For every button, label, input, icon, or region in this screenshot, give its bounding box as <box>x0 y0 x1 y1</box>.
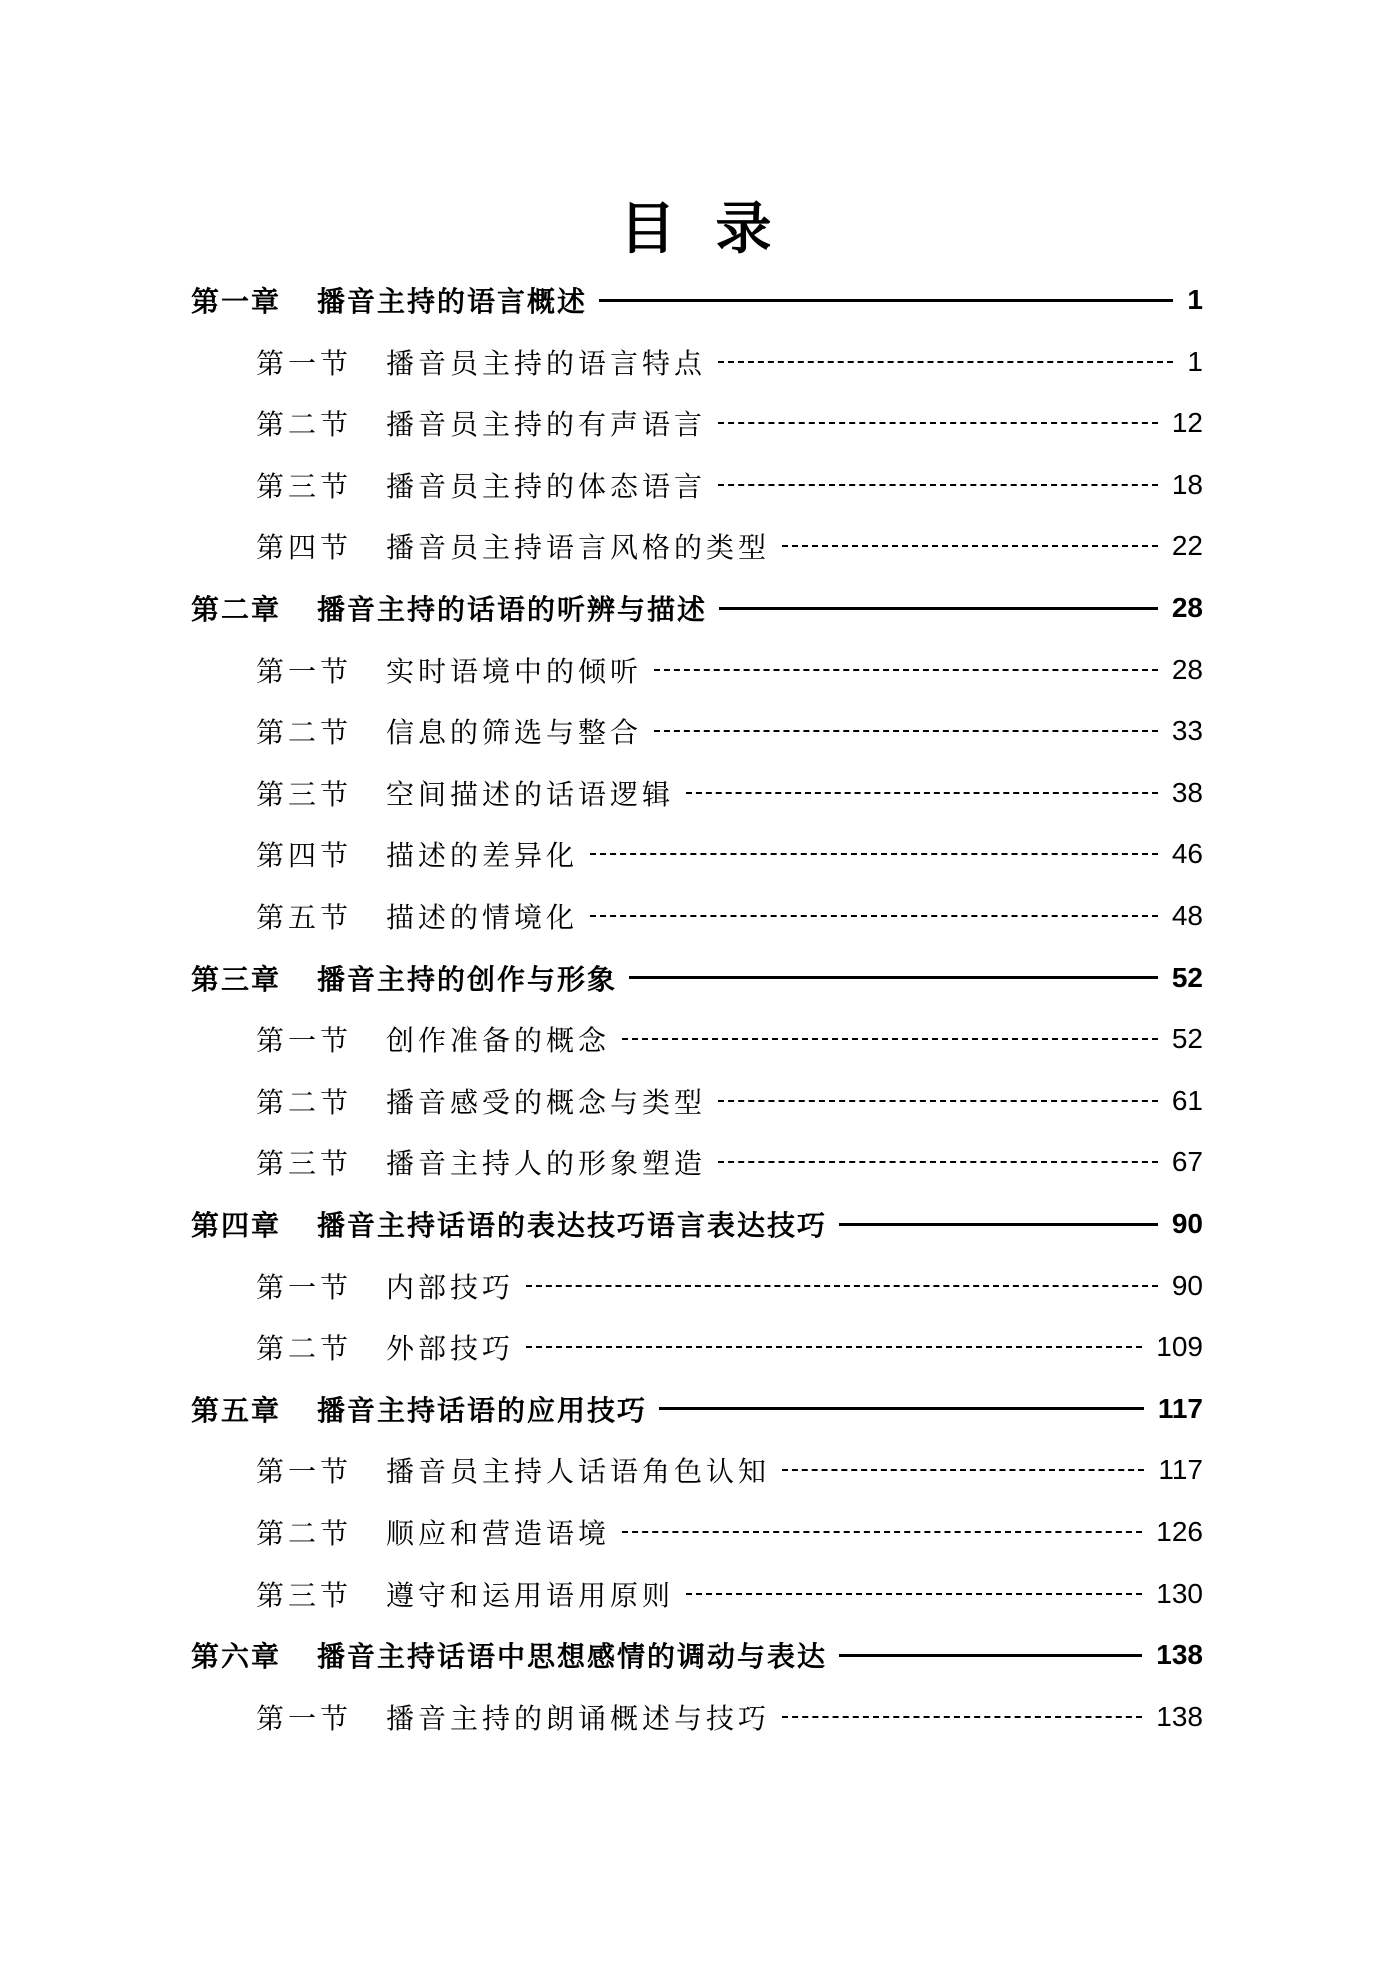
toc-entry-number: 第二节 <box>256 716 353 750</box>
toc-entry-title: 遵守和运用语用原则 <box>386 1578 675 1612</box>
toc-chapter-entry <box>191 588 1203 628</box>
page-title: 目录 <box>619 197 812 262</box>
toc-leader-line <box>622 1038 1158 1040</box>
toc-entry-title: 播音主持话语的应用技巧 <box>317 1393 648 1427</box>
toc-entry-number: 第四节 <box>256 839 353 873</box>
toc-entry-title: 外部技巧 <box>386 1332 515 1366</box>
toc-chapter-entry <box>191 1389 1203 1429</box>
toc-page-number: 1 <box>1187 284 1203 315</box>
toc-entry-number: 第三节 <box>256 469 353 503</box>
toc-entry-title: 描述的情境化 <box>386 901 579 934</box>
toc-entry-number: 第四节 <box>256 531 353 565</box>
toc-page-number: 138 <box>1156 1700 1203 1732</box>
toc-leader-line <box>718 422 1158 424</box>
toc-leader-line <box>782 1716 1142 1718</box>
toc-page-number: 138 <box>1156 1639 1203 1671</box>
toc-section-entry <box>256 1574 1203 1614</box>
toc-entry-title: 播音主持人的形象塑造 <box>386 1147 707 1181</box>
toc-leader-line <box>718 361 1173 363</box>
toc-entry-number: 第五节 <box>256 901 353 934</box>
toc-section-entry <box>256 650 1203 690</box>
toc-section-entry <box>256 1327 1203 1367</box>
toc-section-entry <box>256 1512 1203 1552</box>
toc-leader-line <box>654 669 1158 671</box>
toc-leader-line <box>718 1161 1158 1163</box>
toc-section-entry <box>256 711 1203 751</box>
toc-section-entry <box>256 1266 1203 1306</box>
toc-leader-line <box>839 1223 1158 1226</box>
toc-section-entry <box>256 1081 1203 1121</box>
toc-page-number: 117 <box>1157 1392 1203 1424</box>
toc-chapter-entry <box>191 1204 1203 1244</box>
toc-entry-number: 第二节 <box>256 408 353 442</box>
toc-entry-title: 创作准备的概念 <box>386 1024 611 1058</box>
toc-entry-title: 顺应和营造语境 <box>386 1517 611 1550</box>
toc-leader-line <box>629 976 1158 979</box>
toc-page-number: 90 <box>1171 1208 1203 1239</box>
toc-entry-number: 第四章 <box>191 1209 282 1242</box>
toc-entry-number: 第六章 <box>191 1640 282 1674</box>
toc-page-number: 28 <box>1171 653 1203 685</box>
toc-page-number: 46 <box>1171 838 1203 870</box>
toc-entry-number: 第二节 <box>256 1085 353 1119</box>
toc-entry-title: 实时语境中的倾听 <box>386 654 643 688</box>
toc-leader-line <box>622 1531 1142 1533</box>
toc-leader-line <box>654 730 1158 732</box>
toc-page-number: 48 <box>1171 900 1203 931</box>
toc-leader-line <box>526 1346 1142 1348</box>
toc-page-number: 28 <box>1171 592 1203 623</box>
toc-entry-number: 第二节 <box>256 1332 353 1366</box>
toc-section-entry <box>256 342 1203 382</box>
toc-entry-number: 第一节 <box>256 654 353 688</box>
toc-entry-title: 播音员主持人话语角色认知 <box>386 1455 771 1489</box>
toc-leader-line <box>659 1407 1144 1410</box>
toc-entry-title: 播音主持话语中思想感情的调动与表达 <box>317 1640 828 1674</box>
toc-page-number: 12 <box>1171 407 1203 439</box>
toc-chapter-entry <box>191 280 1203 320</box>
toc-entry-number: 第三节 <box>256 1578 353 1612</box>
toc-leader-line <box>526 1285 1158 1287</box>
toc-chapter-entry <box>191 1635 1203 1675</box>
toc-entry-title: 空间描述的话语逻辑 <box>386 777 675 811</box>
toc-leader-line <box>782 545 1158 547</box>
toc-leader-line <box>782 1469 1144 1471</box>
toc-page-number: 18 <box>1171 468 1203 500</box>
toc-entry-number: 第五章 <box>191 1393 282 1427</box>
toc-entry-title: 播音主持的话语的听辨与描述 <box>317 593 708 626</box>
toc-entry-number: 第三节 <box>256 1147 353 1181</box>
toc-leader-line <box>686 1593 1142 1595</box>
toc-entry-number: 第一节 <box>256 346 353 380</box>
toc-entry-title: 播音感受的概念与类型 <box>386 1085 707 1119</box>
toc-leader-line <box>718 1100 1158 1102</box>
toc-entry-number: 第二章 <box>191 593 282 626</box>
toc-entry-number: 第二节 <box>256 1517 353 1550</box>
toc-entry-title: 信息的筛选与整合 <box>386 716 643 750</box>
toc-entry-title: 播音员主持语言风格的类型 <box>386 531 771 565</box>
toc-page-number: 67 <box>1171 1146 1203 1178</box>
toc-leader-line <box>590 915 1158 917</box>
toc-entry-number: 第三章 <box>191 962 282 996</box>
toc-page-number: 33 <box>1171 715 1203 747</box>
toc-section-entry <box>256 896 1203 936</box>
toc-leader-line <box>590 853 1158 855</box>
toc-section-entry <box>256 1697 1203 1737</box>
toc-page-number: 117 <box>1158 1454 1203 1486</box>
toc-page-number: 52 <box>1171 1023 1203 1055</box>
toc-entry-title: 播音员主持的有声语言 <box>386 408 707 442</box>
toc-section-entry <box>256 526 1203 566</box>
toc-leader-line <box>686 792 1158 794</box>
toc-leader-line <box>719 607 1158 610</box>
toc-leader-line <box>599 299 1173 302</box>
toc-page-number: 90 <box>1171 1269 1203 1301</box>
toc-page-number: 61 <box>1171 1084 1203 1116</box>
toc-entry-number: 第一节 <box>256 1270 353 1304</box>
toc-page-number: 38 <box>1171 776 1203 808</box>
toc-entry-title: 播音员主持的语言特点 <box>386 346 707 380</box>
toc-section-entry <box>256 1019 1203 1059</box>
toc-entry-title: 内部技巧 <box>386 1270 515 1304</box>
toc-entry-title: 描述的差异化 <box>386 839 579 873</box>
toc-entry-number: 第一节 <box>256 1024 353 1058</box>
toc-section-entry <box>256 834 1203 874</box>
toc-entry-title: 播音主持的朗诵概述与技巧 <box>386 1701 771 1735</box>
toc-section-entry <box>256 773 1203 813</box>
toc-page-number: 22 <box>1171 530 1203 562</box>
toc-chapter-entry <box>191 958 1203 998</box>
toc-page-number: 130 <box>1156 1577 1203 1609</box>
toc-entry-title: 播音主持的创作与形象 <box>317 962 618 996</box>
toc-entry-title: 播音主持的语言概述 <box>317 285 588 318</box>
toc-entry-title: 播音员主持的体态语言 <box>386 469 707 503</box>
toc-section-entry <box>256 1450 1203 1490</box>
toc-entry-number: 第一节 <box>256 1455 353 1489</box>
toc-section-entry <box>256 403 1203 443</box>
toc-page-number: 1 <box>1187 345 1203 377</box>
toc-section-entry <box>256 465 1203 505</box>
toc-page-number: 109 <box>1156 1331 1203 1363</box>
toc-page-number: 126 <box>1156 1516 1203 1547</box>
toc-entry-number: 第一节 <box>256 1701 353 1735</box>
toc-entry-number: 第三节 <box>256 777 353 811</box>
toc-section-entry <box>256 1142 1203 1182</box>
toc-page-number: 52 <box>1171 961 1203 993</box>
toc-entry-number: 第一章 <box>191 285 282 318</box>
toc-entry-title: 播音主持话语的表达技巧语言表达技巧 <box>317 1209 828 1242</box>
toc-leader-line <box>718 484 1158 486</box>
toc-leader-line <box>839 1654 1142 1657</box>
